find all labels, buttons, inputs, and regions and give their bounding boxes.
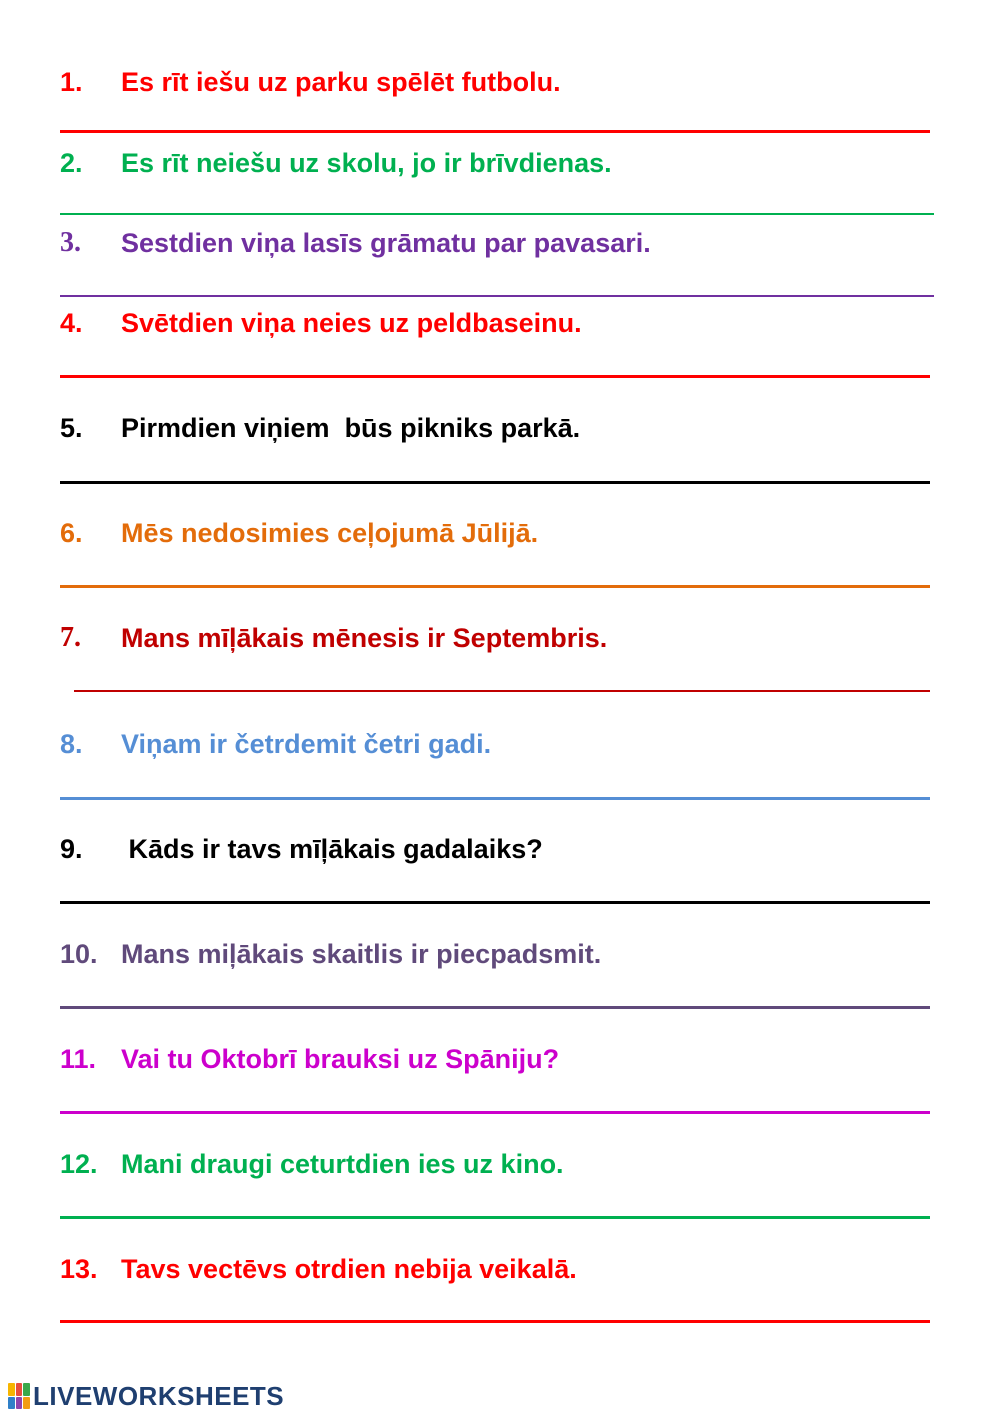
item-sentence: Es rīt neiešu uz skolu, jo ir brīvdienas. bbox=[121, 148, 612, 178]
item-number: 11. bbox=[60, 1044, 97, 1074]
item-sentence: Svētdien viņa neies uz peldbaseinu. bbox=[121, 308, 582, 338]
answer-line bbox=[60, 797, 930, 800]
item-sentence: Kāds ir tavs mīļākais gadalaiks? bbox=[121, 834, 543, 864]
answer-line bbox=[60, 295, 934, 297]
answer-line bbox=[60, 901, 930, 904]
item-sentence: Sestdien viņa lasīs grāmatu par pavasari. bbox=[121, 228, 651, 258]
answer-line bbox=[60, 481, 930, 484]
logo-block bbox=[8, 1397, 15, 1410]
item-number: 8. bbox=[60, 729, 83, 759]
answer-input[interactable] bbox=[60, 1180, 930, 1216]
answer-input[interactable] bbox=[60, 177, 930, 213]
logo-blocks-icon bbox=[8, 1383, 30, 1409]
answer-line bbox=[60, 375, 930, 378]
answer-input[interactable] bbox=[60, 654, 930, 690]
item-sentence: Viņam ir četrdemit četri gadi. bbox=[121, 729, 492, 759]
item-sentence: Pirmdien viņiem būs pikniks parkā. bbox=[121, 413, 581, 443]
item-sentence: Mani draugi ceturtdien ies uz kino. bbox=[121, 1149, 564, 1179]
logo-block bbox=[16, 1383, 23, 1396]
item-sentence: Tavs vectēvs otrdien nebija veikalā. bbox=[121, 1254, 577, 1284]
item-number: 1. bbox=[60, 67, 83, 97]
answer-line bbox=[60, 585, 930, 588]
item-number: 6. bbox=[60, 518, 83, 548]
answer-input[interactable] bbox=[60, 259, 930, 295]
item-sentence: Es rīt iešu uz parku spēlēt futbolu. bbox=[121, 67, 561, 97]
answer-line bbox=[60, 213, 934, 215]
answer-line bbox=[60, 130, 930, 133]
logo-block bbox=[23, 1383, 30, 1396]
answer-line bbox=[60, 1111, 930, 1114]
answer-input[interactable] bbox=[60, 94, 930, 130]
logo-text: LIVEWORKSHEETS bbox=[33, 1380, 285, 1411]
item-number: 4. bbox=[60, 308, 83, 338]
answer-input[interactable] bbox=[60, 865, 930, 901]
item-sentence: Mans miļākais skaitlis ir piecpadsmit. bbox=[121, 939, 602, 969]
item-number: 3. bbox=[60, 227, 81, 258]
item-number: 5. bbox=[60, 413, 83, 443]
answer-input[interactable] bbox=[60, 1075, 930, 1111]
answer-input[interactable] bbox=[60, 339, 930, 375]
logo-block bbox=[16, 1397, 23, 1410]
item-number: 13. bbox=[60, 1254, 98, 1284]
answer-line bbox=[74, 690, 930, 692]
answer-input[interactable] bbox=[60, 761, 930, 797]
item-number: 12. bbox=[60, 1149, 98, 1179]
item-sentence: Mēs nedosimies ceļojumā Jūlijā. bbox=[121, 518, 539, 548]
item-number: 2. bbox=[60, 148, 83, 178]
answer-input[interactable] bbox=[60, 549, 930, 585]
logo-block bbox=[8, 1383, 15, 1396]
item-sentence: Mans mīļākais mēnesis ir Septembris. bbox=[121, 623, 608, 653]
answer-input[interactable] bbox=[60, 970, 930, 1006]
answer-line bbox=[60, 1320, 930, 1323]
item-sentence: Vai tu Oktobrī brauksi uz Spāniju? bbox=[121, 1044, 560, 1074]
answer-line bbox=[60, 1216, 930, 1219]
answer-line bbox=[60, 1006, 930, 1009]
answer-input[interactable] bbox=[60, 1284, 930, 1320]
answer-input[interactable] bbox=[60, 445, 930, 481]
item-number: 7. bbox=[60, 622, 81, 653]
liveworksheets-logo bbox=[8, 1380, 284, 1412]
logo-block bbox=[23, 1397, 30, 1410]
item-number: 9. bbox=[60, 834, 83, 864]
item-number: 10. bbox=[60, 939, 98, 969]
